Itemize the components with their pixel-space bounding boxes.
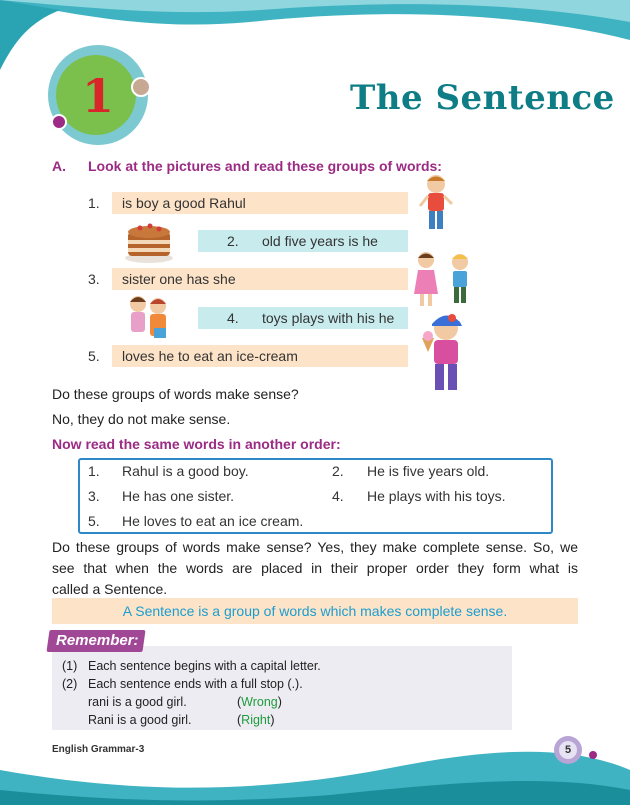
- boy-with-ice-cream-illustration: [418, 310, 470, 396]
- item-number-5: 5.: [88, 348, 100, 364]
- item-number-2: 2.: [227, 233, 239, 249]
- ordered-number-5: 5.: [88, 513, 100, 529]
- ordered-sentence-5: He loves to eat an ice cream.: [122, 513, 304, 529]
- section-a-heading: [52, 158, 442, 174]
- ordered-sentence-4: He plays with his toys.: [367, 488, 506, 504]
- ordered-number-4: 4.: [332, 488, 344, 504]
- rule-number-2: (2): [62, 677, 78, 691]
- item-text-2: old five years is he: [262, 233, 378, 249]
- item-text-1: is boy a good Rahul: [122, 195, 246, 211]
- example-right-verdict: (Right): [237, 713, 275, 727]
- rule-number-1: (1): [62, 659, 78, 673]
- explanation-line-2: see that when the words are placed in their proper order they form what is: [52, 560, 578, 576]
- item-number-1: 1.: [88, 195, 100, 211]
- ordered-number-1: 1.: [88, 463, 100, 479]
- boy-illustration: [416, 172, 456, 234]
- girl-and-boy-illustration: [410, 248, 476, 310]
- children-with-toys-illustration: [124, 292, 174, 344]
- ordered-sentence-1: Rahul is a good boy.: [122, 463, 249, 479]
- footer-book-title: English Grammar-3: [52, 744, 145, 755]
- ordered-number-2: 2.: [332, 463, 344, 479]
- reorder-heading: Now read the same words in another order:: [52, 436, 341, 452]
- rule-text-2: Each sentence ends with a full stop (.).: [88, 677, 303, 691]
- chapter-number: 1: [81, 69, 114, 123]
- verdict-right: Right: [241, 713, 271, 727]
- remember-label: Remember:: [56, 632, 139, 649]
- item-number-4: 4.: [227, 310, 239, 326]
- explanation-paragraph: [52, 537, 578, 600]
- ordered-sentence-3: He has one sister.: [122, 488, 235, 504]
- ordered-number-3: 3.: [88, 488, 100, 504]
- section-letter: A.: [52, 158, 66, 174]
- answer-no-sense: No, they do not make sense.: [52, 411, 231, 427]
- verdict-wrong: Wrong: [241, 695, 278, 709]
- item-text-4: toys plays with his he: [262, 310, 395, 326]
- explanation-line-3: called a Sentence.: [52, 581, 168, 597]
- example-wrong-verdict: (Wrong): [237, 695, 282, 709]
- page-number: 5: [559, 741, 577, 759]
- item-text-3: sister one has she: [122, 271, 236, 287]
- question-sense: Do these groups of words make sense?: [52, 386, 299, 402]
- cake-illustration: [124, 218, 174, 264]
- explanation-line-1: Do these groups of words make sense? Yes, they make complete sense. So, we: [52, 539, 578, 555]
- sentence-definition: A Sentence is a group of words which makes complete sense.: [122, 603, 508, 619]
- example-wrong-text: rani is a good girl.: [88, 695, 187, 709]
- item-number-3: 3.: [88, 271, 100, 287]
- ordered-sentence-2: He is five years old.: [367, 463, 490, 479]
- section-heading-text: Look at the pictures and read these groups of words:: [88, 158, 442, 174]
- example-right-text: Rani is a good girl.: [88, 713, 192, 727]
- rule-text-1: Each sentence begins with a capital letter.: [88, 659, 321, 673]
- item-text-5: loves he to eat an ice-cream: [122, 348, 298, 364]
- chapter-title: The Sentence: [350, 78, 615, 118]
